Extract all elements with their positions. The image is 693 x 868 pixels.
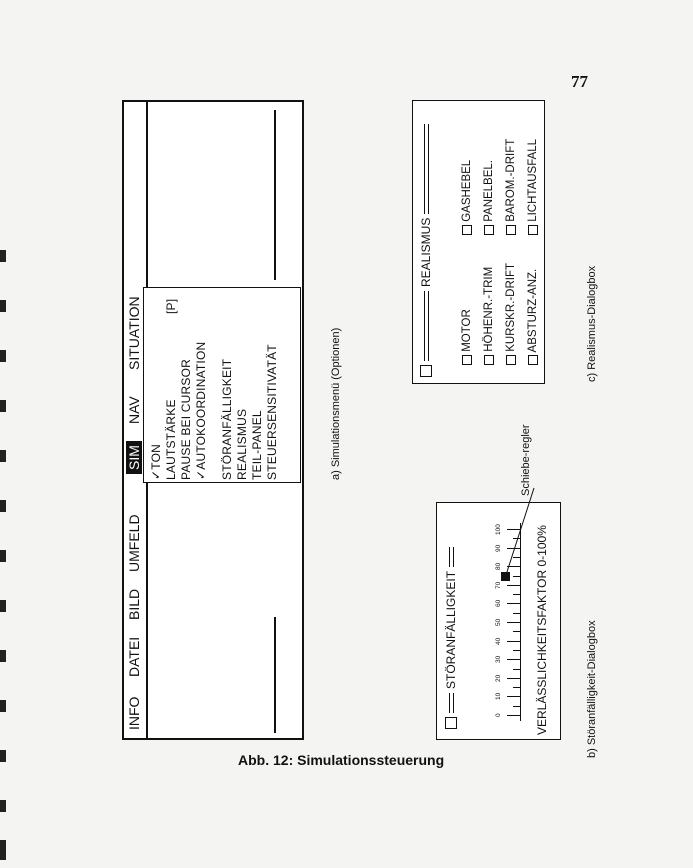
checkbox-gashebel[interactable] [461,160,473,235]
realismus-dialog [412,100,545,384]
scale-tick [507,641,521,642]
scale-tick [507,659,521,660]
binder-hole [0,800,6,812]
scale-label: 30 [495,655,502,664]
title-rule [449,547,454,567]
binder-hole [0,840,6,860]
checkbox-label: GASHEBEL [461,159,473,222]
scale-tick [507,622,521,623]
dropdown-item-pause-bei-cursor[interactable]: PAUSE BEI CURSOR [179,358,193,480]
menu-item-info[interactable]: INFO [126,696,142,730]
scale-label: 60 [495,600,502,608]
window-frame-line [274,617,276,733]
close-box-icon[interactable] [445,717,457,729]
checkbox-label: MOTOR [461,309,473,352]
scale-label: 20 [495,674,502,682]
binder-hole [0,350,6,362]
dialog-title: STÖRANFÄLLIGKEIT [444,570,458,689]
checkbox-icon[interactable] [528,355,538,365]
scale-label: 40 [495,637,502,645]
dropdown-item-teil-panel[interactable]: TEIL-PANEL [250,410,264,480]
menu-item-umfeld[interactable]: UMFELD [126,514,142,572]
scale-tick [507,715,521,716]
dropdown-item-autokoordination[interactable]: ✓AUTOKOORDINATION [194,341,208,480]
checkbox-label: KURSKR.-DRIFT [505,262,517,352]
binder-hole [0,600,6,612]
sim-dropdown-menu [143,287,301,483]
checkbox-icon[interactable] [484,225,494,235]
window-frame-line [274,110,276,280]
dropdown-shortcut: [P] [164,298,178,314]
checkbox-icon[interactable] [528,225,538,235]
checkbox-absturz-anz[interactable] [527,269,539,365]
dialog-titlebar [444,547,458,729]
checkbox-icon[interactable] [462,355,472,365]
binder-hole [0,400,6,412]
dialog-title: REALISMUS [419,217,433,287]
scale-label: 90 [495,544,502,552]
menu-caption: a) Simulationsmenü (Optionen) [330,327,342,480]
menu-item-nav[interactable]: NAV [126,396,142,424]
binder-hole [0,700,6,712]
checkbox-hoehenr-trim[interactable] [483,267,495,365]
checkbox-kurskr-drift[interactable] [505,263,517,365]
checkbox-barom-drift[interactable] [505,139,517,235]
menu-item-situation[interactable]: SITUATION [126,296,142,370]
checkbox-icon[interactable] [462,225,472,235]
checkbox-lichtausfall[interactable] [527,139,539,235]
stoer-caption: b) Störanfälligkeit-Dialogbox [586,620,598,758]
title-rule [424,124,429,214]
dropdown-item-lautstaerke[interactable]: LAUTSTÄRKE [164,399,178,480]
checkbox-icon[interactable] [484,355,494,365]
menu-item-sim[interactable]: SIM [126,441,142,474]
binder-hole [0,500,6,512]
binder-hole [0,250,6,262]
dropdown-item-steuersensitivitaet[interactable]: STEUERSENSITIVATÄT [265,344,279,480]
scale-label: 100 [495,524,502,535]
checkbox-label: ABSTURZ-ANZ. [527,268,539,353]
binder-hole [0,450,6,462]
slider-annotation: Schiebe-regler [520,424,532,496]
checkbox-motor[interactable] [461,309,473,365]
binder-hole [0,300,6,312]
binder-hole [0,750,6,762]
checkbox-panelbel[interactable] [483,160,495,235]
scale-tick [507,696,521,697]
dropdown-item-stoeranfaelligkeit[interactable]: STÖRANFÄLLIGKEIT [220,358,234,480]
close-box-icon[interactable] [420,365,432,377]
checkbox-label: HÖHENR.-TRIM [483,266,495,352]
realism-caption: c) Realismus-Dialogbox [586,265,598,382]
title-rule [449,693,454,713]
binder-hole [0,650,6,662]
menu-item-datei[interactable]: DATEI [126,636,142,677]
menu-item-bild[interactable]: BILD [126,588,142,620]
scale-label: 80 [495,562,502,571]
dropdown-item-realismus[interactable]: REALISMUS [235,408,249,480]
page-number: 77 [571,72,588,91]
stoeranfaelligkeit-dialog [436,502,561,740]
scale-label: 0 [495,713,502,717]
dropdown-item-ton[interactable]: ✓TON [149,444,163,480]
scale-label: 50 [495,618,502,626]
binder-hole [0,550,6,562]
checkbox-icon[interactable] [506,225,516,235]
figure-caption: Abb. 12: Simulationssteuerung [238,752,445,768]
scale-tick [507,603,521,604]
scale-tick [507,678,521,679]
dialog-titlebar [419,124,433,377]
checkbox-label: LICHTAUSFALL [527,138,539,222]
title-rule [424,291,429,361]
checkbox-icon[interactable] [506,355,516,365]
checkbox-label: BAROM.-DRIFT [505,138,517,222]
scale-label: 70 [495,581,502,589]
scale-label: 10 [495,693,502,701]
annotation-leader [500,480,540,590]
checkbox-label: PANELBEL. [483,160,495,222]
factor-label: VERLÄSSLICHKEITSFAKTOR 0-100% [535,525,549,735]
